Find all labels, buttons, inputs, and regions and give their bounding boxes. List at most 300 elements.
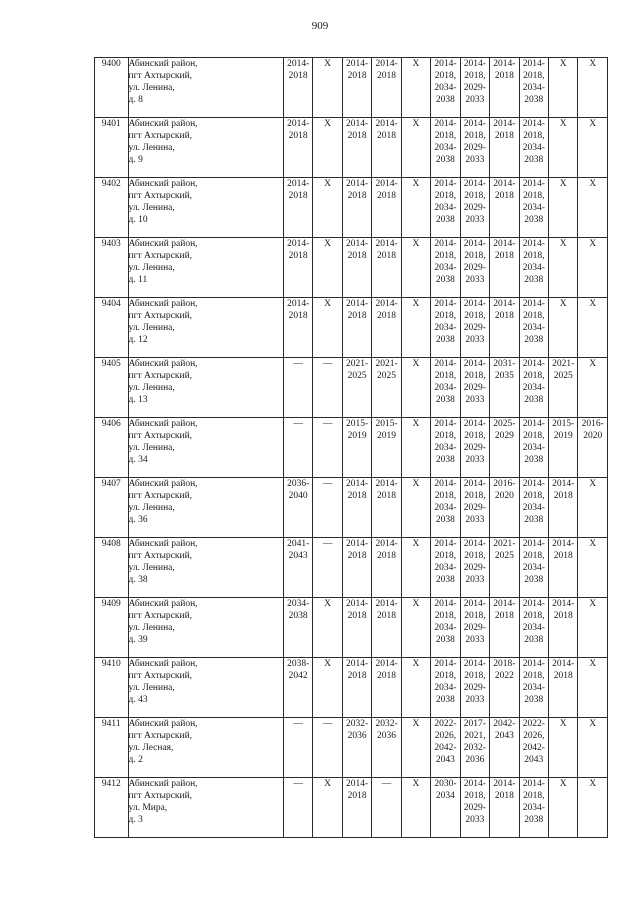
period-cell	[342, 118, 371, 178]
period-cell	[549, 658, 578, 718]
period-value: X	[559, 59, 567, 69]
address-line: ул. Ленина,	[128, 383, 175, 393]
period-cell	[401, 718, 430, 778]
period-value: X	[589, 59, 597, 69]
page-number: 909	[311, 20, 329, 32]
row-number: 9404	[95, 298, 129, 358]
period-value: 2014- 2018	[345, 179, 369, 201]
period-cell	[490, 478, 519, 538]
period-cell	[549, 538, 578, 598]
period-value: X	[412, 179, 420, 189]
period-value: 2041- 2043	[287, 539, 310, 561]
period-value: 2018- 2022	[493, 659, 516, 681]
period-value: 2014- 2018, 2034- 2038	[522, 659, 545, 705]
period-value: 2014- 2018, 2034- 2038	[522, 779, 545, 825]
period-cell	[549, 118, 578, 178]
period-cell	[490, 238, 519, 298]
period-cell	[372, 178, 401, 238]
period-value: X	[559, 299, 567, 309]
period-cell	[549, 478, 578, 538]
period-value: 2014- 2018	[287, 179, 310, 201]
address-line: пгт Ахтырский,	[128, 791, 193, 801]
address-line: ул. Ленина,	[128, 683, 175, 693]
address-line: ул. Мира,	[128, 803, 168, 813]
period-value: 2014- 2018	[345, 659, 369, 681]
period-cell	[283, 598, 312, 658]
period-value: 2014- 2018, 2034- 2038	[522, 119, 545, 165]
period-value: 2014- 2018	[345, 59, 369, 81]
table-row	[95, 778, 608, 838]
address-line: ул. Ленина,	[128, 143, 175, 153]
period-cell	[313, 358, 342, 418]
period-cell	[313, 718, 342, 778]
period-cell	[372, 358, 401, 418]
period-value: —	[293, 359, 303, 369]
period-value: 2014- 2018	[552, 539, 575, 561]
period-cell	[490, 418, 519, 478]
period-cell	[372, 658, 401, 718]
period-cell	[283, 298, 312, 358]
period-cell	[549, 718, 578, 778]
address-line: д. 12	[128, 335, 148, 345]
period-cell	[490, 538, 519, 598]
period-cell	[342, 598, 371, 658]
period-value: 2021- 2025	[552, 359, 575, 381]
period-value: 2014- 2018	[375, 479, 398, 501]
period-cell	[372, 478, 401, 538]
address-line: д. 34	[128, 455, 148, 465]
address-cell	[128, 358, 283, 418]
period-value: 2014- 2018, 2029- 2033	[463, 359, 486, 405]
period-value: 2015- 2019	[345, 419, 369, 441]
period-value: 2014- 2018	[552, 479, 575, 501]
period-cell	[283, 178, 312, 238]
period-cell	[549, 358, 578, 418]
period-value: 2014- 2018, 2029- 2033	[463, 779, 486, 825]
period-value: 2022- 2026, 2042- 2043	[522, 719, 545, 765]
period-value: X	[412, 359, 420, 369]
period-value: 2014- 2018	[287, 59, 310, 81]
row-number: 9412	[95, 778, 129, 838]
period-cell	[313, 658, 342, 718]
period-cell	[519, 58, 548, 118]
period-cell	[313, 298, 342, 358]
address-line: ул. Ленина,	[128, 623, 175, 633]
period-cell	[519, 778, 548, 838]
period-value: 2014- 2018	[345, 479, 369, 501]
address-line: ул. Ленина,	[128, 503, 175, 513]
period-value: 2016- 2020	[581, 419, 604, 441]
period-value: 2030- 2034	[434, 779, 457, 801]
period-cell	[342, 538, 371, 598]
period-value: 2014- 2018, 2029- 2033	[463, 539, 486, 585]
period-cell	[578, 58, 608, 118]
address-line: д. 3	[128, 815, 143, 825]
period-cell	[313, 538, 342, 598]
period-value: 2014- 2018, 2034- 2038	[522, 59, 545, 105]
period-value: —	[293, 419, 303, 429]
period-value: 2021- 2025	[375, 359, 398, 381]
period-value: 2014- 2018, 2034- 2038	[434, 179, 457, 225]
period-value: X	[559, 179, 567, 189]
address-line: Абинский район,	[128, 179, 198, 189]
period-cell	[519, 178, 548, 238]
period-cell	[549, 298, 578, 358]
row-number: 9403	[95, 238, 129, 298]
period-value: X	[412, 599, 420, 609]
period-value: 2022- 2026, 2042- 2043	[434, 719, 457, 765]
period-value: 2014- 2018	[345, 599, 369, 621]
period-value: 2014- 2018, 2029- 2033	[463, 659, 486, 705]
period-cell	[401, 538, 430, 598]
period-cell	[549, 778, 578, 838]
address-cell	[128, 538, 283, 598]
address-line: Абинский район,	[128, 239, 198, 249]
period-cell	[460, 58, 489, 118]
address-line: пгт Ахтырский,	[128, 731, 193, 741]
period-cell	[490, 358, 519, 418]
period-cell	[372, 718, 401, 778]
period-cell	[519, 118, 548, 178]
period-cell	[401, 778, 430, 838]
registry-table	[94, 57, 608, 838]
period-value: 2014- 2018	[375, 239, 398, 261]
period-cell	[342, 298, 371, 358]
period-value: 2032- 2036	[375, 719, 398, 741]
period-value: X	[589, 719, 597, 729]
period-cell	[283, 538, 312, 598]
period-value: 2014- 2018	[375, 179, 398, 201]
period-value: 2014- 2018, 2034- 2038	[522, 539, 545, 585]
period-value: 2014- 2018, 2029- 2033	[463, 239, 486, 285]
period-cell	[372, 298, 401, 358]
period-value: 2021- 2025	[345, 359, 369, 381]
period-value: X	[589, 179, 597, 189]
period-value: 2014- 2018	[375, 659, 398, 681]
period-value: 2014- 2018	[552, 599, 575, 621]
period-value: —	[293, 719, 303, 729]
period-cell	[519, 298, 548, 358]
period-cell	[578, 478, 608, 538]
period-cell	[313, 58, 342, 118]
period-value: 2014- 2018	[345, 239, 369, 261]
period-value: X	[589, 239, 597, 249]
address-line: д. 38	[128, 575, 148, 585]
period-cell	[431, 658, 460, 718]
period-value: 2014- 2018	[493, 239, 516, 261]
address-line: пгт Ахтырский,	[128, 371, 193, 381]
address-line: д. 36	[128, 515, 148, 525]
period-value: 2015- 2019	[375, 419, 398, 441]
period-cell	[549, 238, 578, 298]
period-cell	[342, 418, 371, 478]
table-row	[95, 298, 608, 358]
period-value: X	[324, 659, 332, 669]
row-number: 9400	[95, 58, 129, 118]
address-line: Абинский район,	[128, 359, 198, 369]
period-value: X	[559, 239, 567, 249]
address-line: ул. Ленина,	[128, 443, 175, 453]
address-line: д. 10	[128, 215, 148, 225]
address-line: д. 8	[128, 95, 143, 105]
period-value: X	[412, 479, 420, 489]
row-number: 9405	[95, 358, 129, 418]
period-cell	[431, 178, 460, 238]
address-line: ул. Лесная,	[128, 743, 174, 753]
row-number: 9402	[95, 178, 129, 238]
period-value: 2038- 2042	[287, 659, 310, 681]
address-line: пгт Ахтырский,	[128, 251, 193, 261]
address-cell	[128, 598, 283, 658]
period-cell	[460, 718, 489, 778]
address-cell	[128, 238, 283, 298]
period-value: X	[412, 59, 420, 69]
period-value: 2014- 2018, 2034- 2038	[434, 599, 457, 645]
period-value: —	[293, 779, 303, 789]
period-cell	[460, 118, 489, 178]
period-cell	[578, 358, 608, 418]
period-cell	[578, 298, 608, 358]
period-value: X	[589, 659, 597, 669]
period-cell	[283, 418, 312, 478]
period-value: 2014- 2018	[375, 119, 398, 141]
period-cell	[578, 598, 608, 658]
address-line: д. 13	[128, 395, 148, 405]
period-value: 2014- 2018	[345, 779, 369, 801]
table-row	[95, 478, 608, 538]
period-cell	[578, 118, 608, 178]
period-value: 2014- 2018, 2034- 2038	[434, 59, 457, 105]
address-cell	[128, 118, 283, 178]
address-line: пгт Ахтырский,	[128, 671, 193, 681]
period-cell	[549, 598, 578, 658]
address-line: ул. Ленина,	[128, 323, 175, 333]
period-cell	[549, 418, 578, 478]
address-line: д. 39	[128, 635, 148, 645]
period-value: 2014- 2018, 2029- 2033	[463, 299, 486, 345]
address-line: д. 2	[128, 755, 143, 765]
period-cell	[313, 598, 342, 658]
address-line: Абинский район,	[128, 539, 198, 549]
period-cell	[401, 598, 430, 658]
period-value: X	[324, 119, 332, 129]
period-cell	[460, 238, 489, 298]
period-value: X	[412, 719, 420, 729]
period-cell	[490, 778, 519, 838]
period-cell	[431, 358, 460, 418]
period-cell	[372, 598, 401, 658]
row-number: 9408	[95, 538, 129, 598]
period-value: X	[324, 779, 332, 789]
period-value: X	[589, 539, 597, 549]
period-cell	[313, 478, 342, 538]
period-cell	[431, 118, 460, 178]
address-line: Абинский район,	[128, 599, 198, 609]
row-number: 9406	[95, 418, 129, 478]
period-value: —	[322, 419, 333, 429]
period-value: 2014- 2018	[345, 539, 369, 561]
table-row	[95, 418, 608, 478]
period-cell	[519, 598, 548, 658]
period-cell	[342, 58, 371, 118]
period-cell	[401, 478, 430, 538]
period-value: 2021- 2025	[493, 539, 516, 561]
period-cell	[519, 718, 548, 778]
period-value: 2014- 2018, 2034- 2038	[434, 419, 457, 465]
address-line: пгт Ахтырский,	[128, 551, 193, 561]
period-cell	[401, 238, 430, 298]
address-line: Абинский район,	[128, 59, 198, 69]
period-value: X	[589, 779, 597, 789]
period-value: X	[412, 419, 420, 429]
table-row	[95, 598, 608, 658]
period-value: X	[412, 299, 420, 309]
address-line: Абинский район,	[128, 299, 198, 309]
table-body	[95, 58, 608, 838]
period-cell	[490, 178, 519, 238]
period-value: 2025- 2029	[493, 419, 516, 441]
period-value: 2014- 2018	[493, 599, 516, 621]
period-cell	[401, 358, 430, 418]
period-cell	[431, 718, 460, 778]
period-cell	[342, 238, 371, 298]
period-value: 2034- 2038	[287, 599, 310, 621]
period-value: 2014- 2018, 2034- 2038	[522, 419, 545, 465]
period-cell	[283, 778, 312, 838]
period-value: X	[324, 179, 332, 189]
period-value: X	[589, 599, 597, 609]
address-line: ул. Ленина,	[128, 563, 175, 573]
period-cell	[460, 538, 489, 598]
period-value: 2014- 2018	[552, 659, 575, 681]
address-cell	[128, 178, 283, 238]
row-number: 9411	[95, 718, 129, 778]
address-line: д. 11	[128, 275, 148, 285]
period-value: 2014- 2018, 2034- 2038	[434, 299, 457, 345]
period-cell	[490, 718, 519, 778]
table-row	[95, 178, 608, 238]
period-cell	[431, 238, 460, 298]
period-cell	[549, 58, 578, 118]
address-cell	[128, 718, 283, 778]
period-value: 2014- 2018, 2034- 2038	[434, 479, 457, 525]
period-cell	[490, 658, 519, 718]
period-value: X	[412, 119, 420, 129]
address-line: пгт Ахтырский,	[128, 611, 193, 621]
period-value: 2014- 2018	[493, 779, 516, 801]
period-value: 2014- 2018	[493, 299, 516, 321]
period-value: 2014- 2018	[493, 59, 516, 81]
address-line: ул. Ленина,	[128, 83, 175, 93]
period-value: X	[412, 239, 420, 249]
period-cell	[431, 598, 460, 658]
period-value: X	[412, 539, 420, 549]
period-cell	[490, 298, 519, 358]
address-cell	[128, 478, 283, 538]
address-line: Абинский район,	[128, 479, 198, 489]
period-value: —	[322, 539, 333, 549]
period-cell	[578, 238, 608, 298]
period-cell	[578, 658, 608, 718]
period-cell	[460, 178, 489, 238]
period-cell	[313, 238, 342, 298]
period-value: X	[559, 719, 567, 729]
address-line: д. 9	[128, 155, 143, 165]
period-cell	[342, 658, 371, 718]
period-cell	[372, 58, 401, 118]
period-cell	[519, 238, 548, 298]
address-line: Абинский район,	[128, 119, 198, 129]
period-cell	[372, 538, 401, 598]
address-line: пгт Ахтырский,	[128, 311, 193, 321]
address-line: пгт Ахтырский,	[128, 71, 193, 81]
period-cell	[431, 538, 460, 598]
period-cell	[490, 598, 519, 658]
period-value: X	[589, 479, 597, 489]
period-cell	[401, 118, 430, 178]
period-cell	[283, 58, 312, 118]
row-number: 9407	[95, 478, 129, 538]
period-cell	[431, 478, 460, 538]
period-value: 2014- 2018	[375, 59, 398, 81]
address-line: пгт Ахтырский,	[128, 431, 193, 441]
address-line: д. 43	[128, 695, 148, 705]
period-value: 2032- 2036	[345, 719, 369, 741]
period-cell	[313, 778, 342, 838]
period-cell	[519, 358, 548, 418]
period-cell	[460, 358, 489, 418]
period-value: X	[412, 659, 420, 669]
period-value: —	[322, 719, 333, 729]
period-cell	[431, 418, 460, 478]
period-value: 2015- 2019	[552, 419, 575, 441]
period-cell	[313, 418, 342, 478]
period-cell	[519, 478, 548, 538]
period-cell	[342, 478, 371, 538]
period-value: 2036- 2040	[287, 479, 310, 501]
period-value: 2014- 2018, 2034- 2038	[434, 119, 457, 165]
period-cell	[283, 238, 312, 298]
address-line: Абинский район,	[128, 779, 198, 789]
period-value: 2014- 2018, 2034- 2038	[522, 299, 545, 345]
address-line: пгт Ахтырский,	[128, 191, 193, 201]
period-value: 2014- 2018	[345, 299, 369, 321]
period-value: 2014- 2018, 2029- 2033	[463, 479, 486, 525]
period-cell	[283, 358, 312, 418]
row-number: 9410	[95, 658, 129, 718]
period-cell	[578, 418, 608, 478]
table-row	[95, 118, 608, 178]
address-line: пгт Ахтырский,	[128, 491, 193, 501]
address-cell	[128, 298, 283, 358]
period-cell	[460, 298, 489, 358]
period-value: 2014- 2018, 2034- 2038	[522, 179, 545, 225]
table-row	[95, 358, 608, 418]
period-value: 2014- 2018, 2034- 2038	[434, 659, 457, 705]
period-cell	[490, 118, 519, 178]
period-value: 2017- 2021, 2032- 2036	[463, 719, 486, 765]
period-value: 2014- 2018	[375, 299, 398, 321]
period-cell	[431, 58, 460, 118]
period-value: X	[324, 599, 332, 609]
period-cell	[431, 778, 460, 838]
period-cell	[401, 58, 430, 118]
period-value: 2014- 2018, 2034- 2038	[434, 539, 457, 585]
period-value: 2014- 2018	[287, 119, 310, 141]
table-row	[95, 718, 608, 778]
period-cell	[401, 298, 430, 358]
period-cell	[372, 118, 401, 178]
